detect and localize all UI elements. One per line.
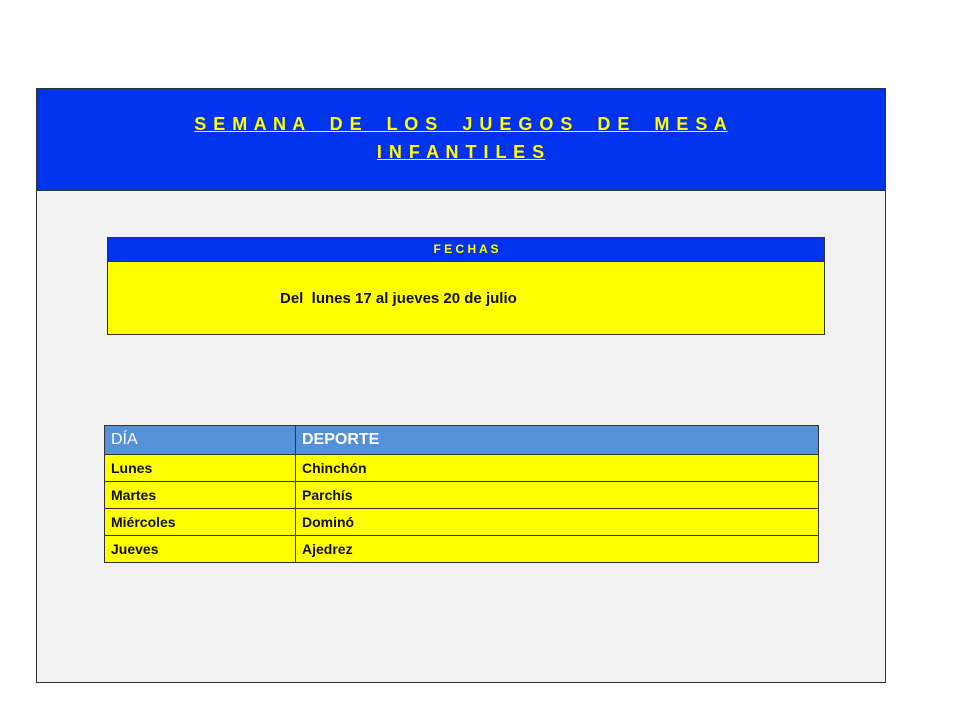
table-row — [105, 482, 819, 509]
title-line-1: S E M A N A D E L O S J U E G O S D E M E S A — [194, 114, 728, 134]
table-row — [105, 536, 819, 563]
table-row — [105, 509, 819, 536]
header-sport: DEPORTE — [296, 426, 819, 455]
title-banner — [37, 89, 885, 191]
sport-cell: Chinchón — [296, 455, 819, 482]
dates-box — [107, 237, 825, 335]
table-row — [105, 455, 819, 482]
dates-header: F E C H A S — [108, 238, 824, 262]
sport-cell: Ajedrez — [296, 536, 819, 563]
dates-body — [108, 262, 824, 334]
dates-text: Del lunes 17 al jueves 20 de julio — [280, 290, 517, 307]
sport-cell: Dominó — [296, 509, 819, 536]
title-line-2: I N F A N T I L E S — [376, 142, 546, 162]
day-cell: Miércoles — [105, 509, 296, 536]
document-frame — [36, 88, 886, 683]
header-day: DÍA — [105, 426, 296, 455]
table-header-row — [105, 426, 819, 455]
schedule-table — [104, 425, 819, 563]
day-cell: Lunes — [105, 455, 296, 482]
sport-cell: Parchís — [296, 482, 819, 509]
day-cell: Martes — [105, 482, 296, 509]
day-cell: Jueves — [105, 536, 296, 563]
